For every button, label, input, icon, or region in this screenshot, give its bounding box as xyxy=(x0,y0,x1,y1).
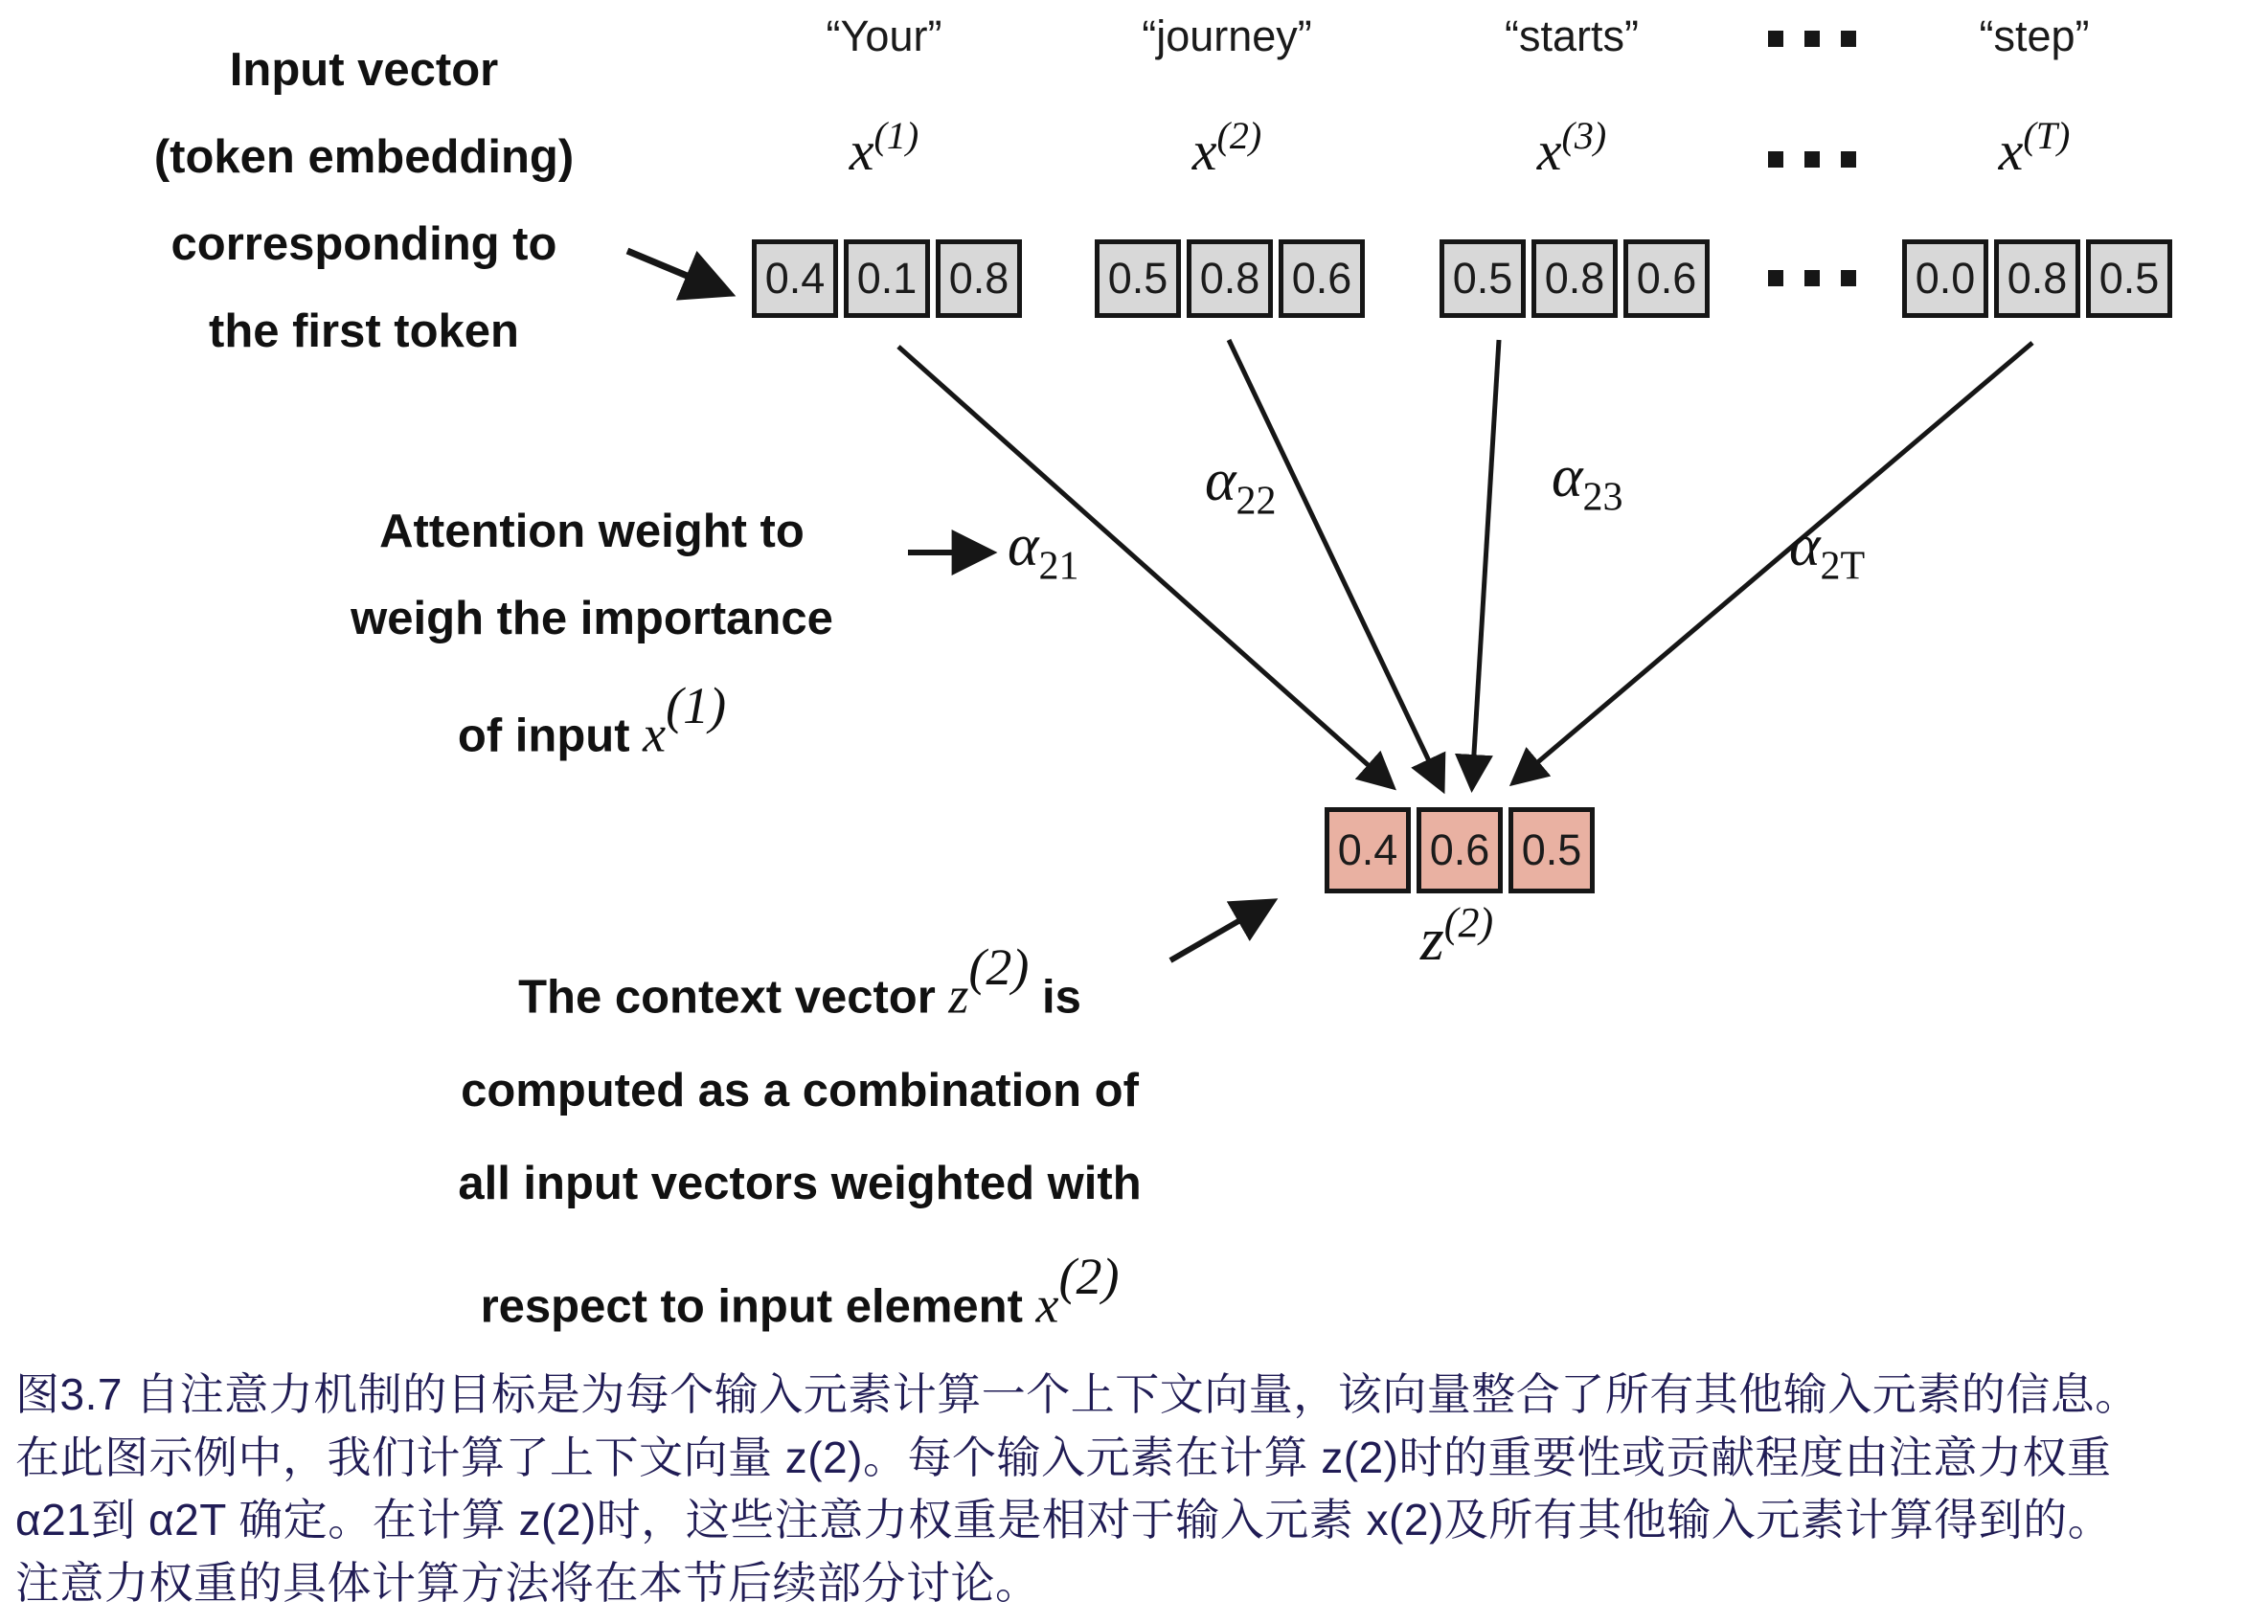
x3-label xyxy=(1418,113,1725,183)
caption-line: 在此图示例中，我们计算了上下文向量 z(2)。每个输入元素在计算 z(2)时的重要性或贡献程度由注意力权重 xyxy=(15,1432,2112,1482)
annotation-line: computed as a combination of xyxy=(461,1064,1139,1116)
ellipsis-icon xyxy=(1768,151,1856,168)
annotation-line: Input vector xyxy=(229,44,499,96)
annotation-line xyxy=(276,663,908,780)
annotation-text: is xyxy=(1029,971,1081,1024)
annotation-line: (token embedding) xyxy=(153,131,575,183)
annotation-line: the first token xyxy=(209,305,519,357)
embedding-cell: 0.8 xyxy=(936,239,1022,318)
math-sup: (T) xyxy=(2023,114,2071,157)
context-vector-z2 xyxy=(1325,807,1595,893)
math-sub: 21 xyxy=(1038,544,1079,589)
math-sub: 2T xyxy=(1820,544,1866,589)
alpha-23-label xyxy=(1552,443,1623,521)
token-word-journey: “journey” xyxy=(1142,11,1312,60)
input-vector-annotation xyxy=(57,27,670,375)
embedding-cell: 0.8 xyxy=(1994,239,2080,318)
figure-caption xyxy=(15,1364,2260,1614)
embedding-cell: 0.5 xyxy=(1095,239,1181,318)
attention-arrow-x2 xyxy=(1229,340,1441,787)
annotation-line: all input vectors weighted with xyxy=(458,1157,1142,1209)
attention-arrow-xT xyxy=(1515,343,2032,781)
math-sup: (3) xyxy=(1561,114,1607,157)
embedding-vector-x3 xyxy=(1440,239,1710,318)
math-var-x: x xyxy=(643,705,667,763)
embedding-cell: 0.6 xyxy=(1623,239,1710,318)
token-word-starts: “starts” xyxy=(1505,11,1639,60)
caption-line: α21到 α2T 确定。在计算 z(2)时，这些注意力权重是相对于输入元素 x(2)及所有其他输入元素计算得到的。 xyxy=(15,1495,2113,1545)
embedding-cell: 0.5 xyxy=(2086,239,2172,318)
attention-arrow-x3 xyxy=(1472,340,1499,785)
math-var-z: z xyxy=(1419,905,1444,974)
z2-label xyxy=(1325,898,1589,975)
math-var-x: x xyxy=(849,120,874,182)
math-var-alpha: α xyxy=(1789,513,1821,578)
annotation-line: weigh the importance xyxy=(351,593,833,644)
math-var-alpha: α xyxy=(1552,444,1583,509)
embedding-cell: 0.6 xyxy=(1279,239,1365,318)
math-sup: (1) xyxy=(873,114,919,157)
math-sup: (2) xyxy=(1443,899,1494,946)
embedding-cell: 0.8 xyxy=(1187,239,1273,318)
annotation-text: of input xyxy=(457,710,644,762)
math-sub: 22 xyxy=(1236,479,1277,524)
math-sup: (2) xyxy=(968,938,1030,996)
annotation-text: The context vector xyxy=(518,971,949,1024)
embedding-cell: 0.4 xyxy=(752,239,838,318)
embedding-vector-x1 xyxy=(752,239,1022,318)
token-word-your: “Your” xyxy=(826,11,942,60)
math-sup: (1) xyxy=(666,677,727,734)
math-var-x: x xyxy=(1536,120,1562,182)
annotation-line: Attention weight to xyxy=(379,506,805,557)
embedding-vector-x2 xyxy=(1095,239,1365,318)
embedding-cell: 0.0 xyxy=(1902,239,1988,318)
math-var-z: z xyxy=(948,966,969,1025)
annotation-text: respect to input element xyxy=(480,1280,1036,1333)
math-sup: (2) xyxy=(1058,1247,1120,1305)
token-word-step: “step” xyxy=(1979,11,2090,60)
math-var-x: x xyxy=(1191,120,1217,182)
math-var-alpha: α xyxy=(1008,513,1039,578)
ellipsis-icon xyxy=(1768,270,1856,286)
embedding-cell: 0.1 xyxy=(844,239,930,318)
attention-weight-annotation xyxy=(276,488,908,780)
alpha-2T-label xyxy=(1789,512,1865,590)
alpha-21-label xyxy=(1008,512,1079,590)
math-var-x: x xyxy=(1035,1275,1059,1334)
math-sup: (2) xyxy=(1216,114,1262,157)
annotation-line xyxy=(378,1230,1221,1354)
embedding-vector-xT xyxy=(1902,239,2172,318)
xT-label xyxy=(1881,113,2188,183)
x1-label xyxy=(731,113,1037,183)
ellipsis-icon xyxy=(1768,31,1856,47)
annotation-line: corresponding to xyxy=(170,218,557,270)
embedding-cell: 0.5 xyxy=(1440,239,1526,318)
context-cell: 0.6 xyxy=(1417,807,1503,893)
annotation-line xyxy=(378,921,1221,1045)
math-sub: 23 xyxy=(1582,475,1623,520)
x2-label xyxy=(1074,113,1380,183)
attention-arrow-x1 xyxy=(898,347,1391,785)
math-var-alpha: α xyxy=(1205,448,1236,513)
alpha-22-label xyxy=(1205,447,1277,525)
caption-line: 注意力权重的具体计算方法将在本节后续部分讨论。 xyxy=(15,1557,1040,1608)
context-cell: 0.4 xyxy=(1325,807,1411,893)
context-vector-annotation xyxy=(378,921,1221,1353)
context-cell: 0.5 xyxy=(1508,807,1595,893)
caption-line: 图3.7 自注意力机制的目标是为每个输入元素计算一个上下文向量，该向量整合了所有其他输入元素的信息。 xyxy=(15,1369,2140,1419)
math-var-x: x xyxy=(1998,120,2024,182)
embedding-cell: 0.8 xyxy=(1531,239,1618,318)
